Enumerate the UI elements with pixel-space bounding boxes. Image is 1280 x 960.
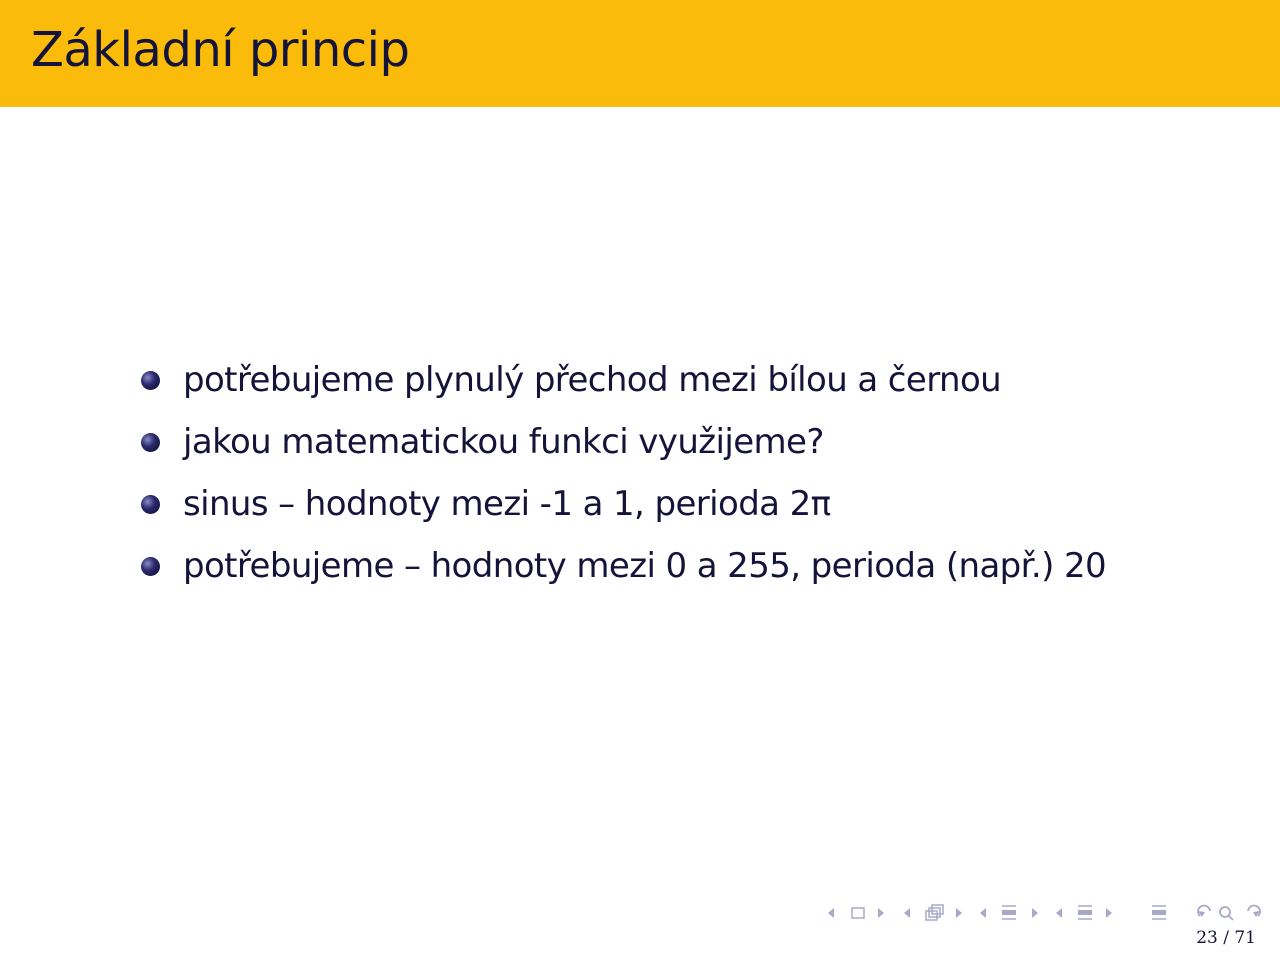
- frame-icon[interactable]: [852, 908, 864, 918]
- list-item: [141, 358, 1106, 420]
- list-item: [141, 420, 1106, 482]
- bullet-text: jakou matematickou funkci využijeme?: [183, 422, 824, 462]
- navigation-icons: [826, 902, 1266, 924]
- title-bar: [0, 0, 1280, 107]
- subsection-icon[interactable]: [926, 905, 943, 920]
- search-icon[interactable]: [1220, 907, 1233, 920]
- arrow-left-icon[interactable]: [904, 908, 910, 918]
- forward-icon[interactable]: [1248, 906, 1260, 916]
- arrow-left-icon[interactable]: [980, 908, 986, 918]
- bullet-list: [141, 358, 1106, 606]
- list-item: [141, 482, 1106, 544]
- arrow-right-icon[interactable]: [1032, 908, 1038, 918]
- slide-title: Základní princip: [31, 22, 410, 78]
- page-number: 23 / 71: [1196, 928, 1256, 948]
- align-icon[interactable]: [1152, 906, 1166, 919]
- arrow-right-icon[interactable]: [1106, 908, 1112, 918]
- bullet-icon: [141, 557, 160, 576]
- bullet-icon: [141, 433, 160, 452]
- bullet-text: potřebujeme plynulý přechod mezi bílou a černou: [183, 360, 1002, 400]
- navigation-bar: [826, 902, 1266, 924]
- bullet-text: potřebujeme – hodnoty mezi 0 a 255, perioda (např.) 20: [183, 546, 1107, 586]
- arrow-left-icon[interactable]: [828, 908, 834, 918]
- bullet-icon: [141, 371, 160, 390]
- back-icon[interactable]: [1198, 906, 1210, 916]
- bullet-icon: [141, 495, 160, 514]
- arrow-right-icon[interactable]: [878, 908, 884, 918]
- list-item: [141, 544, 1106, 606]
- bullet-text: sinus – hodnoty mezi -1 a 1, perioda 2π: [183, 484, 831, 524]
- document-icon[interactable]: [1078, 906, 1092, 919]
- arrow-right-icon[interactable]: [956, 908, 962, 918]
- section-icon[interactable]: [1002, 906, 1016, 919]
- arrow-left-icon[interactable]: [1056, 908, 1062, 918]
